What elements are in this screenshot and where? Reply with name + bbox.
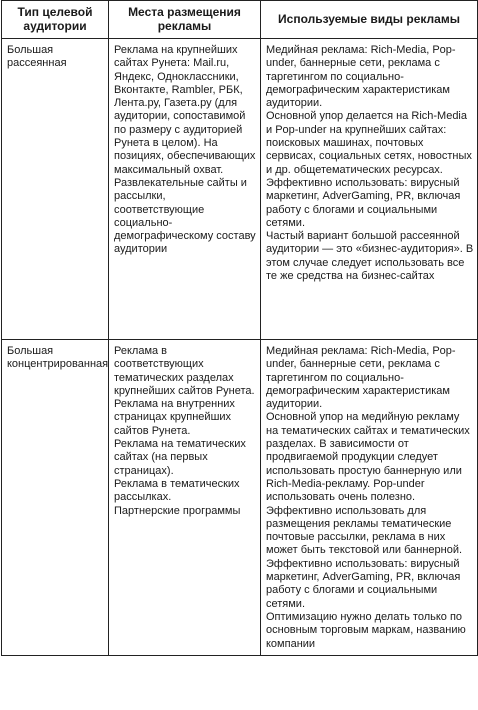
ad-types-paragraph: Эффективно использовать: вирусный маркетинг, AdverGaming, PR, включая работу с блогами и социальными сетями. [266,176,461,229]
ad-types-paragraph: Эффективно использовать: вирусный маркетинг, AdverGaming, PR, включая работу с блогами и социальными сетями. [266,557,461,610]
placement-paragraph: Реклама на крупнейших сайтах Рунета: Mail.ru, Яндекс, Одноклассники, Вконтакте, Rambler, РБК, Лента.ру, Газета.ру (для аудитории, сопоставимой по размеру с аудиторией Рунета в целом). На позициях, обеспечивающих максимальный охват. [114,44,256,176]
ad-types-paragraph: Медийная реклама: Rich-Media, Pop-under, баннерные сети, реклама с таргетингом по социально-демографическим характеристикам аудитории. [266,345,456,411]
audience-label: Большая рассеянная [7,44,67,70]
advertising-table [1,0,478,656]
placement-paragraph: Реклама на внутренних страницах крупнейших сайтов Рунета. [114,398,235,437]
table-row [2,39,478,340]
placement-paragraph: Реклама в тематических рассылках. [114,477,240,504]
audience-label: Большая концентрированная [7,345,109,371]
placement-paragraph: Реклама в соответствующих тематических разделах крупнейших сайтов Рунета. [114,345,255,397]
ad-types-cell [261,39,478,340]
ad-types-paragraph: Оптимизацию нужно делать только по основным торговым маркам, названию компании [266,610,466,650]
placement-paragraph: Развлекательные сайты и рассылки, соответствующие социально-демографическому составу аудитории [114,176,256,256]
header-placement: Места размещения рекламы [109,1,261,39]
ad-types-paragraph: Медийная реклама: Rich-Media, Pop-under, баннерные сети, реклама с таргетингом по социально-демографическим характеристикам аудитории. [266,44,456,110]
table-row [2,340,478,656]
placement-cell [109,340,261,656]
table-header-row [2,1,478,39]
placement-paragraph: Партнерские программы [114,504,241,517]
audience-cell [2,39,109,340]
header-ad-types: Используемые виды рекламы [261,1,478,39]
placement-cell [109,39,261,340]
ad-types-paragraph: Частый вариант большой рассеянной аудитории — это «бизнес-аудитория». В этом случае следует использовать все те же средства на бизнес-сайтах [266,230,474,283]
placement-paragraph: Реклама на тематических сайтах (на первых страницах). [114,438,246,477]
ad-types-paragraph: Основной упор на медийную рекламу на тематических сайтах и тематических разделах. В зависимости от продвигаемой продукции следует использовать простую баннерную или Rich-Media-рекламу. Pop-under использовать очень полезно. [266,411,470,504]
ad-types-paragraph: Эффективно использовать для размещения рекламы тематические почтовые рассылки, реклама в них может быть текстовой или баннерной. [266,504,463,557]
ad-types-paragraph: Основной упор делается на Rich-Media и Pop-under на крупнейших сайтах: поисковых машинах, почтовых сервисах, социальных сетях, новостных и др. общетематических ресурсах. [266,110,472,176]
audience-cell [2,340,109,656]
ad-types-cell [261,340,478,656]
header-audience-type: Тип целевой аудитории [2,1,109,39]
